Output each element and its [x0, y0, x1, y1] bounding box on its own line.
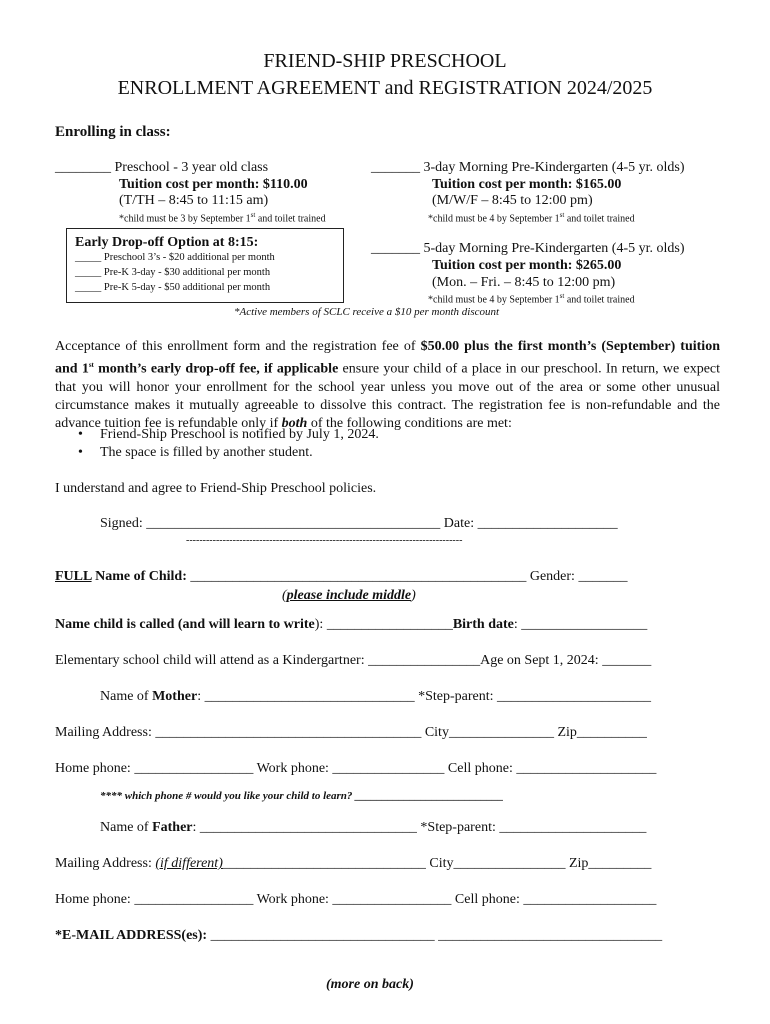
email-field[interactable]: *E-MAIL ADDRESS(es): ________________________________ ________________________________ [55, 928, 663, 943]
prek5-schedule: (Mon. – Fri. – 8:45 to 12:00 pm) [432, 275, 616, 290]
mother-phones-field[interactable]: Home phone: _________________ Work phone: ________________ Cell phone: ____________________ [55, 761, 657, 776]
preschool3-schedule: (T/TH – 8:45 to 11:15 am) [119, 193, 269, 208]
prek3-schedule: (M/W/F – 8:45 to 12:00 pm) [432, 193, 593, 208]
dropoff-heading: Early Drop-off Option at 8:15: [75, 235, 259, 250]
elementary-school-field[interactable]: Elementary school child will attend as a Kindergartner: ________________Age on Sept 1, 2024: _______ [55, 653, 652, 668]
form-title-line1: FRIEND-SHIP PRESCHOOL [263, 50, 507, 72]
child-called-birthdate-field[interactable]: Name child is called (and will learn to write): __________________Birth date: __________________ [55, 617, 648, 632]
more-on-back-note: (more on back) [326, 977, 414, 992]
prek5-option[interactable] [371, 241, 685, 257]
prek5-tuition: Tuition cost per month: $265.00 [432, 258, 622, 273]
father-address-field[interactable]: Mailing Address: (if different)_____________________________ City________________ Zip_________ [55, 856, 652, 871]
child-full-name-field[interactable]: FULL Name of Child: ________________________________________________ Gender: _______ [55, 569, 628, 584]
prek5-blank[interactable]: _______ [371, 241, 420, 256]
include-middle-note: (please include middle) [282, 588, 416, 603]
condition-item: • Friend-Ship Preschool is notified by July 1, 2024. [78, 427, 379, 442]
prek3-option[interactable] [371, 160, 685, 176]
form-title-line2: ENROLLMENT AGREEMENT and REGISTRATION 2024/2025 [117, 77, 653, 99]
dropoff-item-preschool3[interactable]: _____ Preschool 3’s - $20 additional per month [75, 252, 275, 263]
condition-item: • The space is filled by another student. [78, 445, 313, 460]
learn-phone-field[interactable]: **** which phone # would you like your child to learn? ___________________________ [100, 790, 504, 802]
sclc-discount-note: *Active members of SCLC receive a $10 per month discount [234, 306, 500, 318]
preschool3-note: *child must be 3 by September 1st and toilet trained [119, 211, 326, 225]
prek3-tuition: Tuition cost per month: $165.00 [432, 177, 622, 192]
mother-name-field[interactable]: Name of Mother: ______________________________ *Step-parent: ______________________ [100, 689, 651, 704]
prek3-label: 3-day Morning Pre-Kindergarten (4-5 yr. olds) [420, 160, 685, 175]
dropoff-item-prek5[interactable]: _____ Pre-K 5-day - $50 additional per month [75, 282, 271, 293]
signature-date-line[interactable]: Signed: __________________________________________ Date: ____________________ [100, 516, 618, 531]
prek3-note: *child must be 4 by September 1st and toilet trained [428, 211, 635, 225]
prek3-blank[interactable]: _______ [371, 160, 420, 175]
divider-dashes: ----------------------------------------------------------------------------------- [186, 535, 463, 546]
prek5-note: *child must be 4 by September 1st and toilet trained [428, 292, 635, 306]
preschool3-tuition: Tuition cost per month: $110.00 [119, 177, 308, 192]
preschool3-option[interactable] [55, 160, 268, 176]
mother-address-field[interactable]: Mailing Address: ______________________________________ City_______________ Zip__________ [55, 725, 647, 740]
dropoff-item-prek3[interactable]: _____ Pre-K 3-day - $30 additional per month [75, 267, 271, 278]
preschool3-blank[interactable]: ________ [55, 160, 111, 175]
preschool3-label: Preschool - 3 year old class [111, 160, 269, 175]
prek5-label: 5-day Morning Pre-Kindergarten (4-5 yr. olds) [420, 241, 685, 256]
father-phones-field[interactable]: Home phone: _________________ Work phone: _________________ Cell phone: ___________________ [55, 892, 657, 907]
understand-statement: I understand and agree to Friend-Ship Preschool policies. [55, 481, 377, 496]
enrolling-heading: Enrolling in class: [55, 124, 171, 140]
agreement-paragraph: Acceptance of this enrollment form and the registration fee of $50.00 plus the first month’s (September) tuition and 1st month’s early drop-off fee, if applicable ensure your child of a place in our preschool. In return, we expect that you will honor your enrollment for the school year unless you move out of the area or some other unusual circumstance makes it mutually agreeable to dissolve this contract. The registration fee is non-refundable and the advance tuition fee is refundable only if both of the following conditions are met: [55, 339, 721, 431]
father-name-field[interactable]: Name of Father: _______________________________ *Step-parent: _____________________ [100, 820, 647, 835]
